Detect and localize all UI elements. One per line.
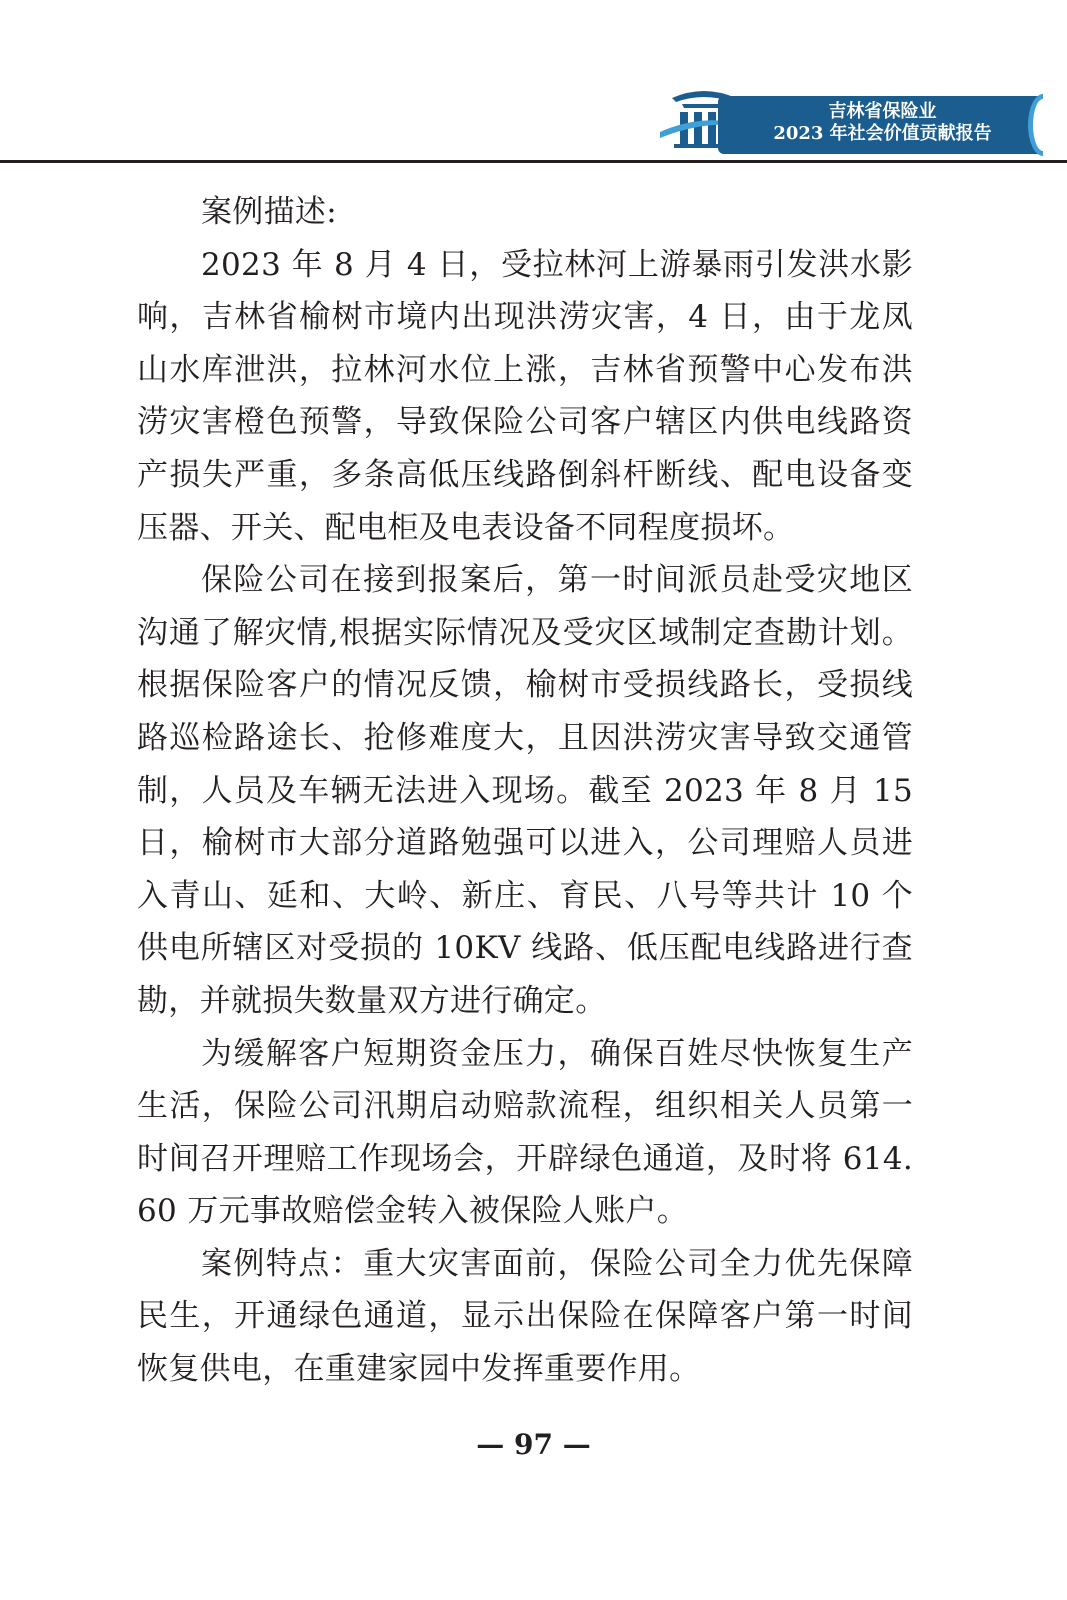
banner-cap-decoration (1028, 94, 1058, 156)
page-number: — 97 — (476, 1428, 591, 1461)
paragraph-claim-survey: 保险公司在接到报案后，第一时间派员赴受灾地区沟通了解灾情,根据实际情况及受灾区域制定查勘计划。根据保险客户的情况反馈，榆树市受损线路长，受损线路巡检路途长、抢修难度大，且因洪涝灾害导致交通管制，人员及车辆无法进入现场。截至 2023 年 8 月 15 日，榆树市大部分道路勉强可以进入，公司理赔人员进入青山、延和、大岭、新庄、育民、八号等共计 10 个供电所辖区对受损的 10KV 线路、低压配电线路进行查勘，并就损失数量双方进行确定。 (137, 562, 913, 1019)
page-header (0, 0, 1067, 168)
case-description-label: 案例描述: (201, 194, 337, 230)
report-title (750, 101, 1015, 145)
report-title-line1: 吉林省保险业 (828, 101, 937, 122)
paragraph-flood-event: 2023 年 8 月 4 日，受拉林河上游暴雨引发洪水影响，吉林省榆树市境内出现洪涝灾害，4 日，由于龙凤山水库泄洪，拉林河水位上涨，吉林省预警中心发布洪涝灾害橙色预警，导致保险公司客户辖区内供电线路资产损失严重，多条高低压线路倒斜杆断线、配电设备变压器、开关、配电柜及电表设备不同程度损坏。 (137, 246, 913, 546)
page-body (137, 186, 913, 1396)
report-title-line2: 2023 年社会价值贡献报告 (773, 123, 992, 144)
paragraph-payout: 为缓解客户短期资金压力，确保百姓尽快恢复生产生活，保险公司汛期启动赔款流程，组织相关人员第一时间召开理赔工作现场会，开辟绿色通道，及时将 614.60 万元事故赔偿金转入被保险人账户。 (137, 1035, 913, 1230)
paragraph-case-features: 案例特点：重大灾害面前，保险公司全力优先保障民生，开通绿色通道，显示出保险在保障客户第一时间恢复供电，在重建家园中发挥重要作用。 (137, 1245, 913, 1388)
header-divider (0, 160, 1067, 163)
